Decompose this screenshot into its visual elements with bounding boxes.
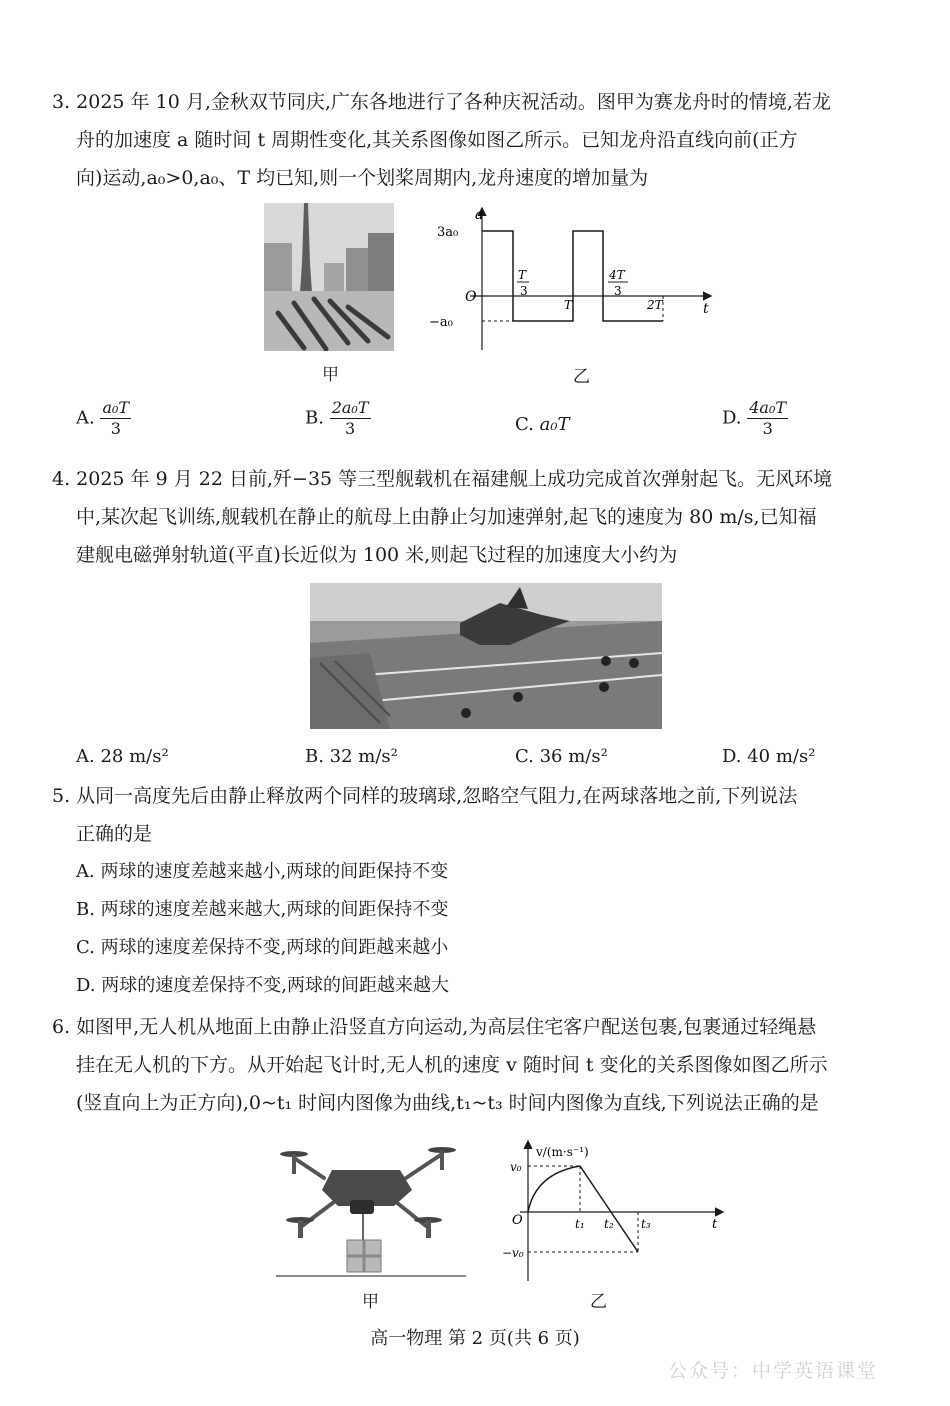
q3-option-b: B. $\frac{\text{2a₀T}}{3}$ bbox=[305, 398, 369, 438]
q4-option-a: A. 28 m/s² bbox=[76, 746, 169, 767]
q4-option-b: B. 32 m/s² bbox=[305, 746, 398, 767]
q6-graph-y-label: v/(m·s⁻¹) bbox=[536, 1145, 589, 1159]
q6-graph-xtick-t3: t₃ bbox=[641, 1217, 651, 1231]
q4-line-3: 建舰电磁弹射轨道(平直)长近似为 100 米,则起飞过程的加速度大小约为 bbox=[76, 544, 678, 566]
q4-option-d: D. 40 m/s² bbox=[722, 746, 816, 767]
q3-graph-xtick-t: T bbox=[564, 298, 573, 312]
q3-fig-yi-caption: 乙 bbox=[573, 367, 590, 387]
q6-graph-ytick-neg-v0: −v₀ bbox=[502, 1246, 524, 1260]
q3-line-2: 舟的加速度 a 随时间 t 周期性变化,其关系图像如图乙所示。已知龙舟沿直线向前(正方 bbox=[76, 129, 798, 151]
q3-acceleration-graph bbox=[425, 205, 715, 355]
q6-velocity-graph bbox=[500, 1136, 730, 1286]
q6-graph-xtick-t2: t₂ bbox=[604, 1217, 614, 1231]
q4-option-c: C. 36 m/s² bbox=[515, 746, 608, 767]
q6-fig-yi-caption: 乙 bbox=[590, 1292, 607, 1312]
q6-graph-origin: O bbox=[512, 1213, 523, 1228]
q3-graph-frac-t3-den: 3 bbox=[520, 284, 528, 298]
q3-graph-origin: O bbox=[465, 289, 477, 305]
q3-line-1: 3. 2025 年 10 月,金秋双节同庆,广东各地进行了各种庆祝活动。图甲为赛龙舟时的情境,若龙 bbox=[52, 91, 831, 113]
q4-line-2: 中,某次起飞训练,舰载机在静止的航母上由静止匀加速弹射,起飞的速度为 80 m/s,已知福 bbox=[76, 506, 817, 528]
q3-graph-xtick-2t: 2T bbox=[647, 298, 663, 312]
q3-option-d: D. $\frac{\text{4a₀T}}{3}$ bbox=[722, 398, 787, 438]
page-footer: 高一物理 第 2 页(共 6 页) bbox=[370, 1328, 580, 1349]
q5-line-2: 正确的是 bbox=[76, 823, 153, 845]
q5-option-b: B. 两球的速度差越来越大,两球的间距保持不变 bbox=[76, 899, 449, 920]
q6-line-2: 挂在无人机的下方。从开始起飞计时,无人机的速度 v 随时间 t 变化的关系图像如图乙所示 bbox=[76, 1054, 828, 1076]
q3-graph-frac-4t3-num: 4T bbox=[609, 268, 625, 282]
q6-line-3: (竖直向上为正方向),0~t₁ 时间内图像为曲线,t₁~t₃ 时间内图像为直线,下列说法正确的是 bbox=[76, 1092, 819, 1114]
q3-graph-ytick-3a0: 3a₀ bbox=[437, 225, 459, 240]
q3-graph-frac-4t3-den: 3 bbox=[614, 284, 622, 298]
q3-fig-jia-caption: 甲 bbox=[322, 365, 339, 385]
q3-line-3: 向)运动,a₀>0,a₀、T 均已知,则一个划桨周期内,龙舟速度的增加量为 bbox=[76, 167, 649, 189]
q6-graph-xtick-t1: t₁ bbox=[575, 1217, 585, 1231]
q5-option-a: A. 两球的速度差越来越小,两球的间距保持不变 bbox=[76, 861, 449, 882]
q6-fig-jia-caption: 甲 bbox=[362, 1292, 379, 1312]
q5-line-1: 5. 从同一高度先后由静止释放两个同样的玻璃球,忽略空气阻力,在两球落地之前,下列说法 bbox=[52, 785, 798, 807]
drone-illustration bbox=[276, 1130, 466, 1280]
q5-option-d: D. 两球的速度差保持不变,两球的间距越来越大 bbox=[76, 975, 449, 996]
q3-option-c: C. a₀T bbox=[515, 414, 570, 435]
q3-graph-frac-t3-num: T bbox=[518, 268, 527, 282]
q3-graph-ytick-neg-a0: −a₀ bbox=[429, 315, 453, 330]
q6-line-1: 6. 如图甲,无人机从地面上由静止沿竖直方向运动,为高层住宅客户配送包裹,包裹通过轻绳悬 bbox=[52, 1016, 817, 1038]
q4-line-1: 4. 2025 年 9 月 22 日前,歼−35 等三型舰载机在福建舰上成功完成首次弹射起飞。无风环境 bbox=[52, 468, 833, 490]
carrier-jet-photo bbox=[310, 583, 662, 729]
q5-option-c: C. 两球的速度差保持不变,两球的间距越来越小 bbox=[76, 937, 449, 958]
q6-graph-ytick-v0: v₀ bbox=[510, 1160, 522, 1174]
dragon-boat-photo bbox=[264, 203, 394, 351]
q3-graph-x-label: t bbox=[703, 301, 709, 317]
watermark: 公众号：中学英语课堂 bbox=[668, 1360, 879, 1382]
q3-option-a: A. $\frac{\text{a₀T}}{3}$ bbox=[76, 398, 130, 438]
q3-graph-y-label: a bbox=[475, 207, 484, 223]
q6-graph-x-label: t bbox=[712, 1217, 718, 1232]
